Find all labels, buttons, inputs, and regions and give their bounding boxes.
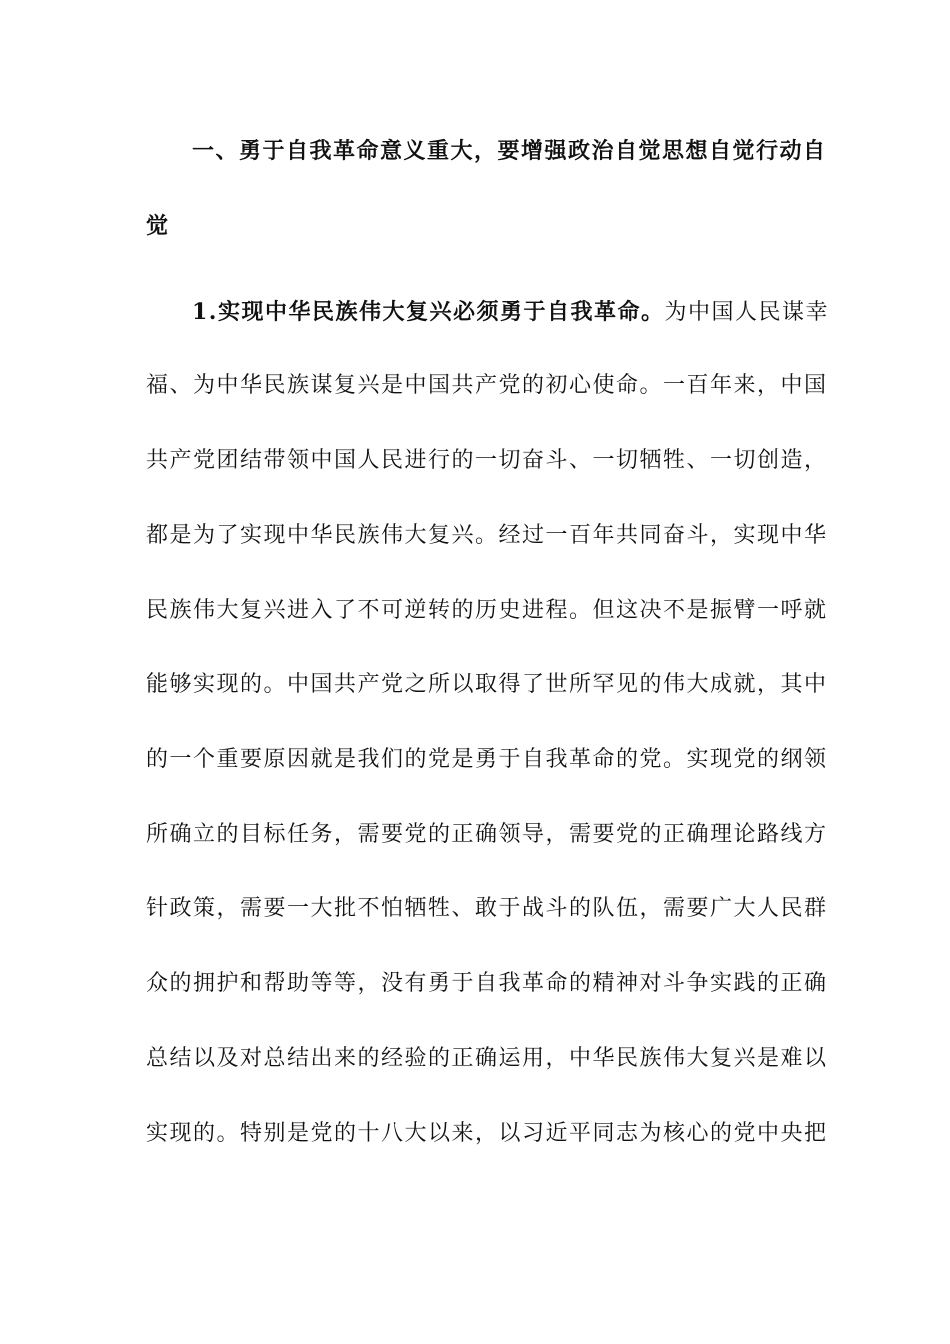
paragraph-line: 针政策，需要一大批不怕牺牲、敢于战斗的队伍，需要广大人民群 — [146, 896, 828, 921]
paragraph-line: 民族伟大复兴进入了不可逆转的历史进程。但这决不是振臂一呼就 — [146, 598, 828, 623]
section-heading-line-2: 觉 — [146, 213, 170, 239]
paragraph-bold-lead: 1.实现中华民族伟大复兴必须勇于自我革命。 — [192, 299, 665, 325]
section-heading-line-1: 一、勇于自我革命意义重大，要增强政治自觉思想自觉行动自 — [192, 138, 827, 164]
paragraph-line: 福、为中华民族谋复兴是中国共产党的初心使命。一百年来，中国 — [146, 373, 828, 398]
paragraph-line: 都是为了实现中华民族伟大复兴。经过一百年共同奋斗，实现中华 — [146, 523, 828, 548]
paragraph-first-line — [192, 297, 829, 328]
paragraph-line: 所确立的目标任务，需要党的正确领导，需要党的正确理论路线方 — [146, 822, 828, 847]
paragraph-line: 的一个重要原因就是我们的党是勇于自我革命的党。实现党的纲领 — [146, 747, 828, 772]
paragraph-line-text: 为中国人民谋幸 — [664, 300, 829, 325]
paragraph-line: 总结以及对总结出来的经验的正确运用，中华民族伟大复兴是难以 — [146, 1046, 828, 1071]
paragraph-line: 共产党团结带领中国人民进行的一切奋斗、一切牺牲、一切创造， — [146, 448, 828, 473]
paragraph-line: 众的拥护和帮助等等，没有勇于自我革命的精神对斗争实践的正确 — [146, 971, 828, 996]
paragraph-line: 能够实现的。中国共产党之所以取得了世所罕见的伟大成就，其中 — [146, 672, 828, 697]
paragraph-line: 实现的。特别是党的十八大以来，以习近平同志为核心的党中央把 — [146, 1121, 828, 1146]
